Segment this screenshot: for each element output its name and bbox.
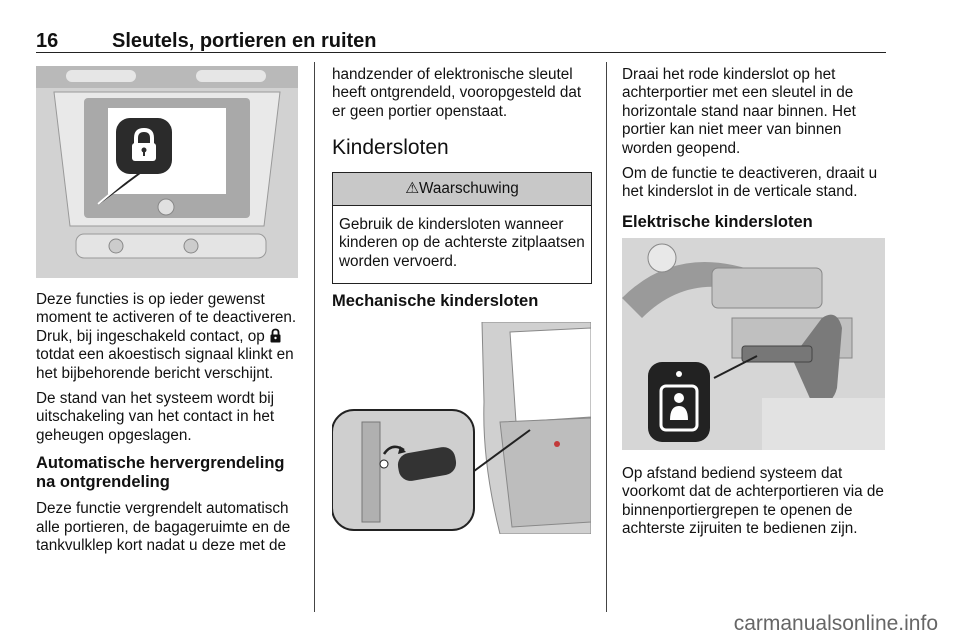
warning-title: Waarschuwing — [418, 180, 519, 197]
watermark: carmanualsonline.info — [733, 612, 938, 635]
mechanical-child-lock-illustration — [332, 322, 591, 534]
chapter-title: Sleutels, portieren en ruiten — [112, 30, 377, 52]
warning-text: Gebruik de kindersloten wanneer kinderen op de achterste zitplaatsen worden vervoerd. — [339, 216, 585, 270]
paragraph-text: Deze functies is op ieder gewenst moment te activeren of te deactiveren. Druk, bij ingeschakeld contact, op — [36, 291, 297, 345]
paragraph: De stand van het systeem wordt bij uitschakeling van het contact in het geheugen opgeslagen. — [36, 390, 275, 444]
column-divider — [314, 62, 315, 612]
paragraph-text: totdat een akoestisch signaal klinkt en het bijbehorende bericht verschijnt. — [36, 346, 294, 382]
section-subheading: Automatische hervergrendeling na ontgrendeling — [36, 454, 285, 492]
lock-icon — [116, 118, 172, 174]
page-number: 16 — [36, 30, 59, 52]
warning-icon: ⚠ — [405, 180, 419, 197]
lock-icon — [269, 328, 282, 343]
column-divider — [606, 62, 607, 612]
paragraph: Draai het rode kinderslot op het achterportier met een sleutel in de horizontale stand naar binnen. Het portier kan niet meer van binnen worden geopend. — [622, 66, 856, 157]
paragraph — [36, 291, 298, 383]
section-heading: Kindersloten — [332, 136, 449, 160]
paragraph: Om de functie te deactiveren, draait u het kinderslot in de verticale stand. — [622, 165, 878, 201]
child-lock-icon — [648, 362, 710, 442]
warning-box — [332, 172, 592, 284]
electric-child-lock-illustration — [622, 238, 885, 450]
infotainment-illustration — [36, 66, 298, 278]
middle-column — [332, 66, 594, 160]
right-column-lower — [622, 465, 888, 546]
section-subheading: Elektrische kindersloten — [622, 212, 813, 231]
right-column — [622, 66, 888, 232]
paragraph: handzender of elektronische sleutel heeft ontgrendeld, vooropgesteld dat er geen portier openstaat. — [332, 66, 582, 120]
paragraph: Deze functie vergrendelt automatisch alle portieren, de bagageruimte en de tankvulklep kort nadat u deze met de — [36, 500, 291, 555]
page-header — [36, 30, 886, 53]
section-subheading: Mechanische kindersloten — [332, 292, 539, 310]
warning-header — [333, 173, 591, 206]
left-column — [36, 291, 298, 562]
paragraph: Op afstand bediend systeem dat voorkomt dat de achterportieren via de binnenportiergrepen te openen de achterste zijruiten te bedienen zijn. — [622, 465, 884, 538]
